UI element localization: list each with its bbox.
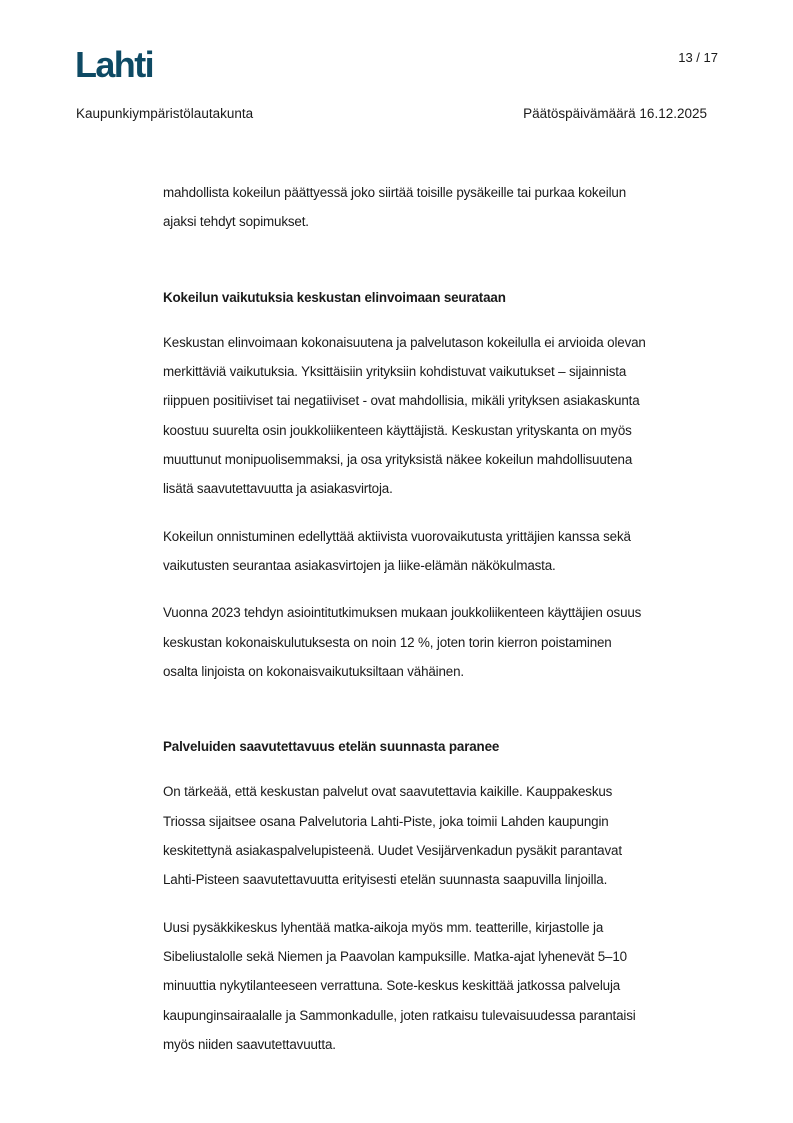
paragraph-3 (163, 522, 719, 581)
text-line: On tärkeää, että keskustan palvelut ovat saavutettavia kaikille. Kauppakeskus (163, 784, 613, 800)
text-line: Lahti-Pisteen saavutettavuutta erityisesti etelän suunnasta saapuvilla linjoilla. (163, 872, 608, 888)
text-line: lisätä saavutettavuutta ja asiakasvirtoja. (163, 481, 393, 497)
section-heading-1: Kokeilun vaikutuksia keskustan elinvoimaan seurataan (163, 289, 506, 305)
text-line: myös niiden saavutettavuutta. (163, 1036, 336, 1052)
section-heading-2: Palveluiden saavutettavuus etelän suunnasta paranee (163, 739, 500, 755)
text-line: minuuttia nykytilanteeseen verrattuna. Sote-keskus keskittää jatkossa palveluja (163, 978, 621, 994)
paragraph-4 (163, 598, 719, 686)
text-line: Keskustan elinvoimaan kokonaisuutena ja palvelutason kokeilulla ei arvioida olevan (163, 334, 646, 350)
text-line: mahdollista kokeilun päättyessä joko siirtää toisille pysäkeille tai purkaa kokeilun (163, 185, 627, 200)
text-line: vaikutusten seurantaa asiakasvirtojen ja liike-elämän näkökulmasta. (163, 557, 556, 573)
text-line: merkittäviä vaikutuksia. Yksittäisiin yrityksiin kohdistuvat vaikutukset – sijainnista (163, 364, 627, 380)
text-line: koostuu suurelta osin joukkoliikenteen käyttäjistä. Keskustan yrityskanta on myös (163, 422, 632, 438)
paragraph-5 (163, 777, 719, 894)
text-line: Vuonna 2023 tehdyn asiointitutkimuksen mukaan joukkoliikenteen käyttäjien osuus (163, 605, 642, 621)
text-line: Triossa sijaitsee osana Palvelutoria Lahti-Piste, joka toimii Lahden kaupungin (163, 813, 609, 829)
text-line: osalta linjoista on kokonaisvaikutuksiltaan vähäinen. (163, 663, 464, 679)
lahti-logo (75, 46, 167, 82)
text-line: riippuen positiiviset tai negatiiviset - ovat mahdollisia, mikäli yrityksen asiakaskunta (163, 393, 640, 409)
text-line: muuttunut monipuolisemmaksi, ja osa yrityksistä näkee kokeilun mahdollisuutena (163, 452, 633, 468)
decision-date: Päätöspäivämäärä 16.12.2025 (523, 106, 707, 121)
paragraph-1 (163, 178, 719, 237)
text-line: Sibeliustalolle sekä Niemen ja Paavolan kampuksille. Matka-ajat lyhenevät 5–10 (163, 948, 627, 964)
text-line: Uusi pysäkkikeskus lyhentää matka-aikoja myös mm. teatterille, kirjastolle ja (163, 919, 604, 935)
document-body (163, 178, 719, 1077)
text-line: keskustan kokonaiskulutuksesta on noin 12 %, joten torin kierron poistaminen (163, 634, 612, 650)
text-line: Kokeilun onnistuminen edellyttää aktiivista vuorovaikutusta yrittäjien kanssa sekä (163, 528, 631, 544)
page-number: 13 / 17 (678, 50, 718, 65)
text-line: kaupunginsairaalalle ja Sammonkadulle, joten ratkaisu tulevaisuudessa parantaisi (163, 1007, 636, 1023)
committee-name: Kaupunkiympäristölautakunta (76, 106, 254, 121)
paragraph-2 (163, 328, 719, 504)
text-line: ajaksi tehdyt sopimukset. (163, 214, 309, 230)
text-line: keskitettynä asiakaspalvelupisteenä. Uudet Vesijärvenkadun pysäkit parantavat (163, 843, 622, 859)
paragraph-6 (163, 913, 719, 1059)
lahti-logo-text: Lahti (75, 46, 153, 82)
